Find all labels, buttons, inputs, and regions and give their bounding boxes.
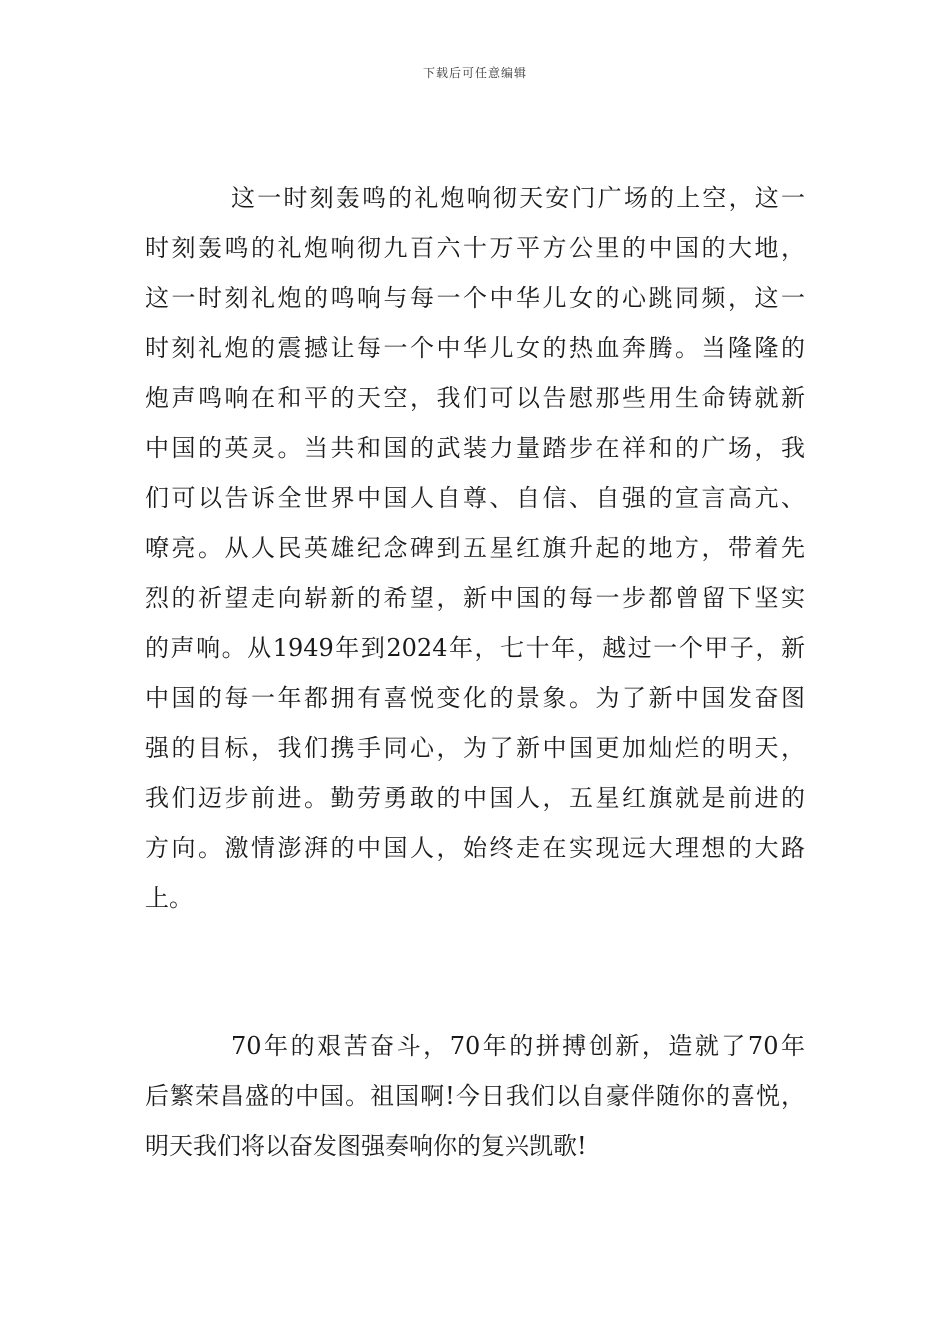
text-line: 中国的每一年都拥有喜悦变化的景象。为了新中国发奋图: [145, 684, 805, 712]
text-line: 上。: [145, 884, 193, 912]
text-line: 炮声鸣响在和平的天空，我们可以告慰那些用生命铸就新: [145, 384, 805, 412]
text-line: 方向。激情澎湃的中国人，始终走在实现远大理想的大路: [145, 834, 805, 862]
page-header-note: 下载后可任意编辑: [422, 66, 527, 80]
text-line: 的声响。从1949年到2024年，七十年，越过一个甲子，新: [145, 634, 805, 662]
text-line: 明天我们将以奋发图强奏响你的复兴凯歌!: [145, 1132, 587, 1160]
text-line: 中国的英灵。当共和国的武装力量踏步在祥和的广场，我: [145, 434, 805, 462]
text-line: 后繁荣昌盛的中国。祖国啊!今日我们以自豪伴随你的喜悦，: [145, 1082, 805, 1110]
text-line: 我们迈步前进。勤劳勇敢的中国人，五星红旗就是前进的: [145, 784, 805, 812]
text-line: 时刻礼炮的震撼让每一个中华儿女的热血奔腾。当隆隆的: [145, 334, 805, 362]
text-line: 们可以告诉全世界中国人自尊、自信、自强的宣言高亢、: [145, 484, 805, 512]
text-line: 70年的艰苦奋斗，70年的拼搏创新，造就了70年: [231, 1032, 805, 1060]
text-line: 强的目标，我们携手同心，为了新中国更加灿烂的明天，: [145, 734, 805, 762]
text-line: 这一时刻轰鸣的礼炮响彻天安门广场的上空，这一: [231, 184, 805, 212]
text-line: 时刻轰鸣的礼炮响彻九百六十万平方公里的中国的大地，: [145, 234, 805, 262]
text-line: 烈的祈望走向崭新的希望，新中国的每一步都曾留下坚实: [145, 584, 805, 612]
text-line: 嘹亮。从人民英雄纪念碑到五星红旗升起的地方，带着先: [145, 534, 805, 562]
paragraph-2: [145, 1021, 805, 1171]
text-line: 这一时刻礼炮的鸣响与每一个中华儿女的心跳同频，这一: [145, 284, 805, 312]
paragraph-1: [145, 173, 805, 923]
